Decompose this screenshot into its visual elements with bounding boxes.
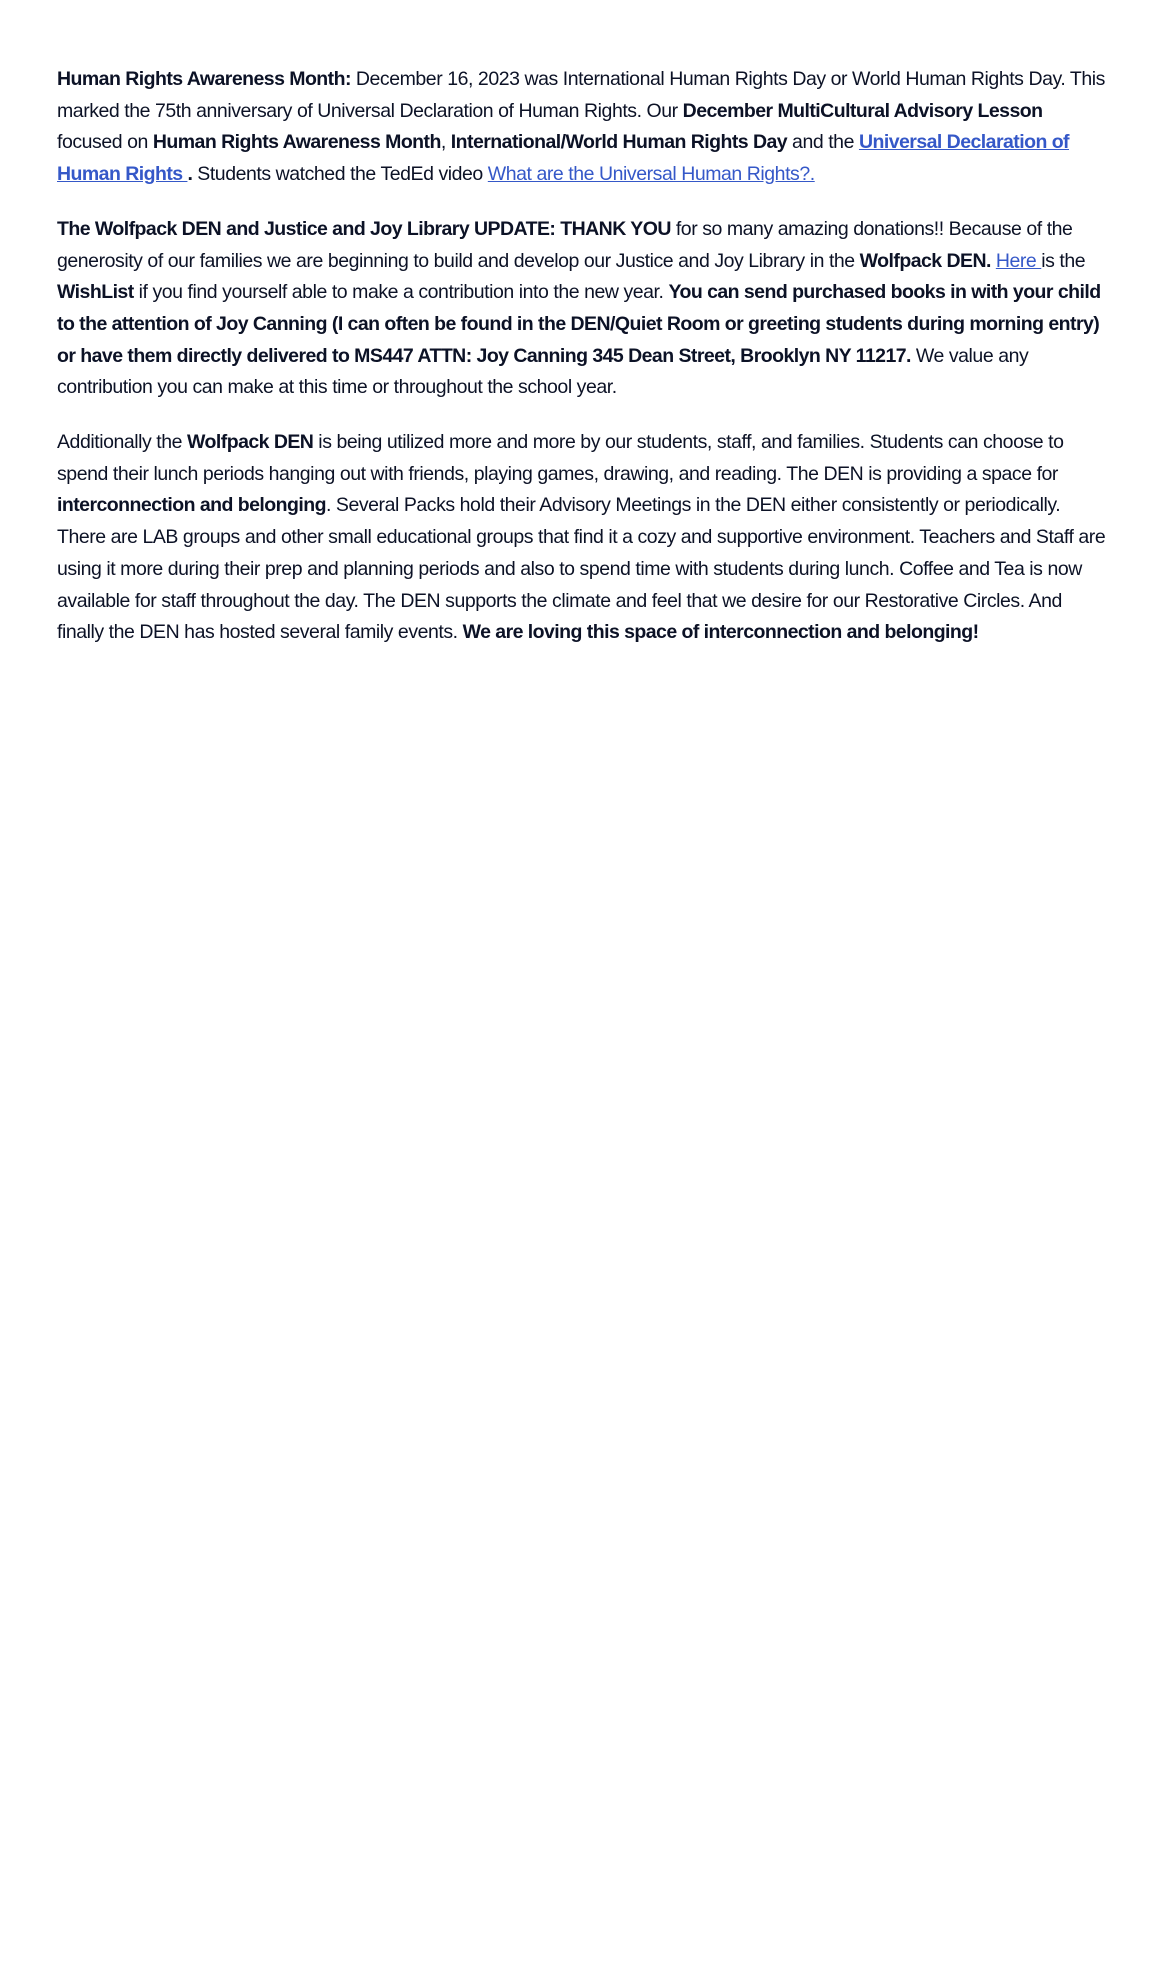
bold-text: WishList [57,281,134,304]
text-segment: , [440,131,451,154]
text-segment: is the [1041,249,1086,272]
bold-text: We are loving this space of interconnection and belonging! [462,621,979,644]
text-segment: Additionally the [57,431,188,454]
text-segment: Students watched the TedEd video [192,163,488,186]
bold-text: interconnection and belonging [57,494,326,517]
paragraph-human-rights [57,64,1112,191]
wishlist-link[interactable]: Here [995,249,1042,272]
bold-text: December MultiCultural Advisory Lesson [682,99,1043,122]
bold-text: You can send purchased books in with your child to the attention of Joy Canning (I can often be found in the DEN/Quiet Room or greeting students during morning entry) or have them directly delivered to MS447 ATTN: Joy Canning 345 Dean Street, Brooklyn NY 11217. [57,281,1101,367]
bold-text: International/World Human Rights Day [450,131,788,154]
paragraph-library-update [57,214,1112,404]
text-segment: if you find yourself able to make a contribution into the new year. [133,281,669,304]
section-heading-library: The Wolfpack DEN and Justice and Joy Library UPDATE: THANK YOU [57,217,671,240]
bold-text: . [187,163,193,186]
bold-text: Wolfpack DEN. [859,249,991,272]
text-segment: and the [787,131,859,154]
text-segment: . Several Packs hold their Advisory Meetings in the DEN either consistently or periodically. There are LAB groups and other small educational groups that find it a cozy and supportive environment. Teachers and Staff are using it more during their prep and planning periods and also to spend time with students during lunch. Coffee and Tea is now available for staff throughout the day. The DEN supports the climate and feel that we desire for our Restorative Circles. And finally the DEN has hosted several family events. [57,494,1106,644]
newsletter-body [57,64,1112,672]
text-segment: for so many amazing donations!! Because of the generosity of our families we are beginning to build and develop our Justice and Joy Library in the [57,217,1073,272]
text-segment: focused on [57,131,153,154]
teded-video-link[interactable]: What are the Universal Human Rights?. [487,163,815,186]
bold-text: Human Rights Awareness Month [152,131,441,154]
bold-text: Wolfpack DEN [187,431,314,454]
text-segment: is being utilized more and more by our students, staff, and families. Students can choose to spend their lunch periods hanging out with friends, playing games, drawing, and reading. The DEN is providing a space for [57,431,1064,485]
text-segment: December 16, 2023 was International Human Rights Day or World Human Rights Day. This marked the 75th anniversary of Universal Declaration of Human Rights. Our [57,68,1105,122]
udhr-link[interactable]: Universal Declaration of Human Rights [57,131,1069,186]
paragraph-wolfpack-den [57,427,1112,649]
text-segment: We value any contribution you can make at this time or throughout the school year. [57,344,1029,399]
section-heading-human-rights: Human Rights Awareness Month: [57,68,351,90]
